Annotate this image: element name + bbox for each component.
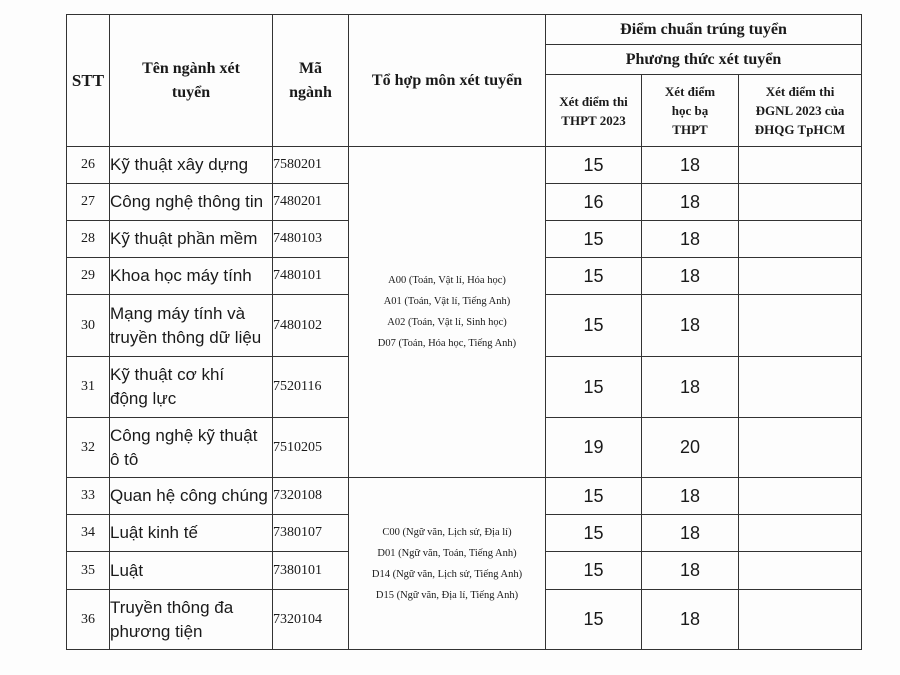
row-score-thpt: 15 — [546, 515, 642, 552]
row-major-code: 7320104 — [273, 590, 349, 650]
row-score-thpt: 15 — [546, 295, 642, 357]
row-score-dgnl — [739, 221, 862, 258]
row-score-dgnl — [739, 184, 862, 221]
header-group-title: Điểm chuẩn trúng tuyển — [546, 15, 862, 45]
row-score-hocba: 18 — [642, 295, 739, 357]
row-score-dgnl — [739, 258, 862, 295]
row-score-thpt: 15 — [546, 590, 642, 650]
row-major-code: 7380101 — [273, 552, 349, 590]
row-major-name: Công nghệ kỹ thuật ô tô — [110, 418, 273, 478]
header-method-thpt: Xét điểm thi THPT 2023 — [546, 75, 642, 147]
row-major-code: 7480201 — [273, 184, 349, 221]
row-score-hocba: 18 — [642, 258, 739, 295]
row-major-name: Quan hệ công chúng — [110, 478, 273, 515]
row-major-code: 7380107 — [273, 515, 349, 552]
admission-score-table — [66, 14, 862, 650]
row-major-name: Truyền thông đa phương tiện — [110, 590, 273, 650]
row-score-hocba: 18 — [642, 590, 739, 650]
row-score-thpt: 15 — [546, 221, 642, 258]
row-score-thpt: 15 — [546, 552, 642, 590]
header-method-dgnl: Xét điểm thi ĐGNL 2023 của ĐHQG TpHCM — [739, 75, 862, 147]
row-score-thpt: 16 — [546, 184, 642, 221]
row-major-name: Công nghệ thông tin — [110, 184, 273, 221]
row-score-dgnl — [739, 478, 862, 515]
header-method-hocba: Xét điểm học bạ THPT — [642, 75, 739, 147]
table-header — [67, 15, 862, 147]
table-row — [67, 478, 862, 515]
table-body — [67, 147, 862, 650]
row-score-thpt: 15 — [546, 478, 642, 515]
row-stt: 34 — [67, 515, 110, 552]
row-score-hocba: 18 — [642, 184, 739, 221]
table-row — [67, 147, 862, 184]
row-major-code: 7320108 — [273, 478, 349, 515]
subject-combo-group-1: A00 (Toán, Vật lí, Hóa học) A01 (Toán, Vật lí, Tiếng Anh) A02 (Toán, Vật lí, Sinh học) D07 (Toán, Hóa học, Tiếng Anh) — [349, 147, 546, 478]
subject-combo-group-2: C00 (Ngữ văn, Lịch sử, Địa lí) D01 (Ngữ văn, Toán, Tiếng Anh) D14 (Ngữ văn, Lịch sử, Tiếng Anh) D15 (Ngữ văn, Địa lí, Tiếng Anh) — [349, 478, 546, 650]
row-score-dgnl — [739, 147, 862, 184]
row-major-code: 7580201 — [273, 147, 349, 184]
header-major-name: Tên ngành xét tuyển — [110, 15, 273, 147]
row-major-name: Kỹ thuật phần mềm — [110, 221, 273, 258]
row-stt: 26 — [67, 147, 110, 184]
row-score-dgnl — [739, 590, 862, 650]
row-major-code: 7480103 — [273, 221, 349, 258]
header-stt: STT — [67, 15, 110, 147]
row-score-hocba: 18 — [642, 515, 739, 552]
row-score-dgnl — [739, 295, 862, 357]
row-major-code: 7480101 — [273, 258, 349, 295]
header-method-title: Phương thức xét tuyển — [546, 45, 862, 75]
header-major-code: Mã ngành — [273, 15, 349, 147]
row-score-dgnl — [739, 552, 862, 590]
row-major-name: Luật — [110, 552, 273, 590]
row-score-thpt: 15 — [546, 258, 642, 295]
row-score-hocba: 20 — [642, 418, 739, 478]
row-stt: 31 — [67, 357, 110, 418]
row-score-thpt: 15 — [546, 357, 642, 418]
row-stt: 32 — [67, 418, 110, 478]
row-score-hocba: 18 — [642, 147, 739, 184]
row-score-thpt: 19 — [546, 418, 642, 478]
row-major-code: 7510205 — [273, 418, 349, 478]
row-stt: 27 — [67, 184, 110, 221]
row-score-dgnl — [739, 418, 862, 478]
row-stt: 36 — [67, 590, 110, 650]
row-major-name: Kỹ thuật xây dựng — [110, 147, 273, 184]
header-subject-combo: Tổ hợp môn xét tuyển — [349, 15, 546, 147]
row-stt: 35 — [67, 552, 110, 590]
row-score-hocba: 18 — [642, 478, 739, 515]
row-major-name: Mạng máy tính và truyền thông dữ liệu — [110, 295, 273, 357]
row-major-name: Kỹ thuật cơ khí động lực — [110, 357, 273, 418]
row-score-dgnl — [739, 357, 862, 418]
row-major-name: Khoa học máy tính — [110, 258, 273, 295]
row-score-hocba: 18 — [642, 552, 739, 590]
row-score-hocba: 18 — [642, 221, 739, 258]
row-score-thpt: 15 — [546, 147, 642, 184]
row-stt: 29 — [67, 258, 110, 295]
row-stt: 33 — [67, 478, 110, 515]
row-score-dgnl — [739, 515, 862, 552]
row-major-code: 7480102 — [273, 295, 349, 357]
row-major-name: Luật kinh tế — [110, 515, 273, 552]
row-stt: 30 — [67, 295, 110, 357]
row-score-hocba: 18 — [642, 357, 739, 418]
row-major-code: 7520116 — [273, 357, 349, 418]
row-stt: 28 — [67, 221, 110, 258]
